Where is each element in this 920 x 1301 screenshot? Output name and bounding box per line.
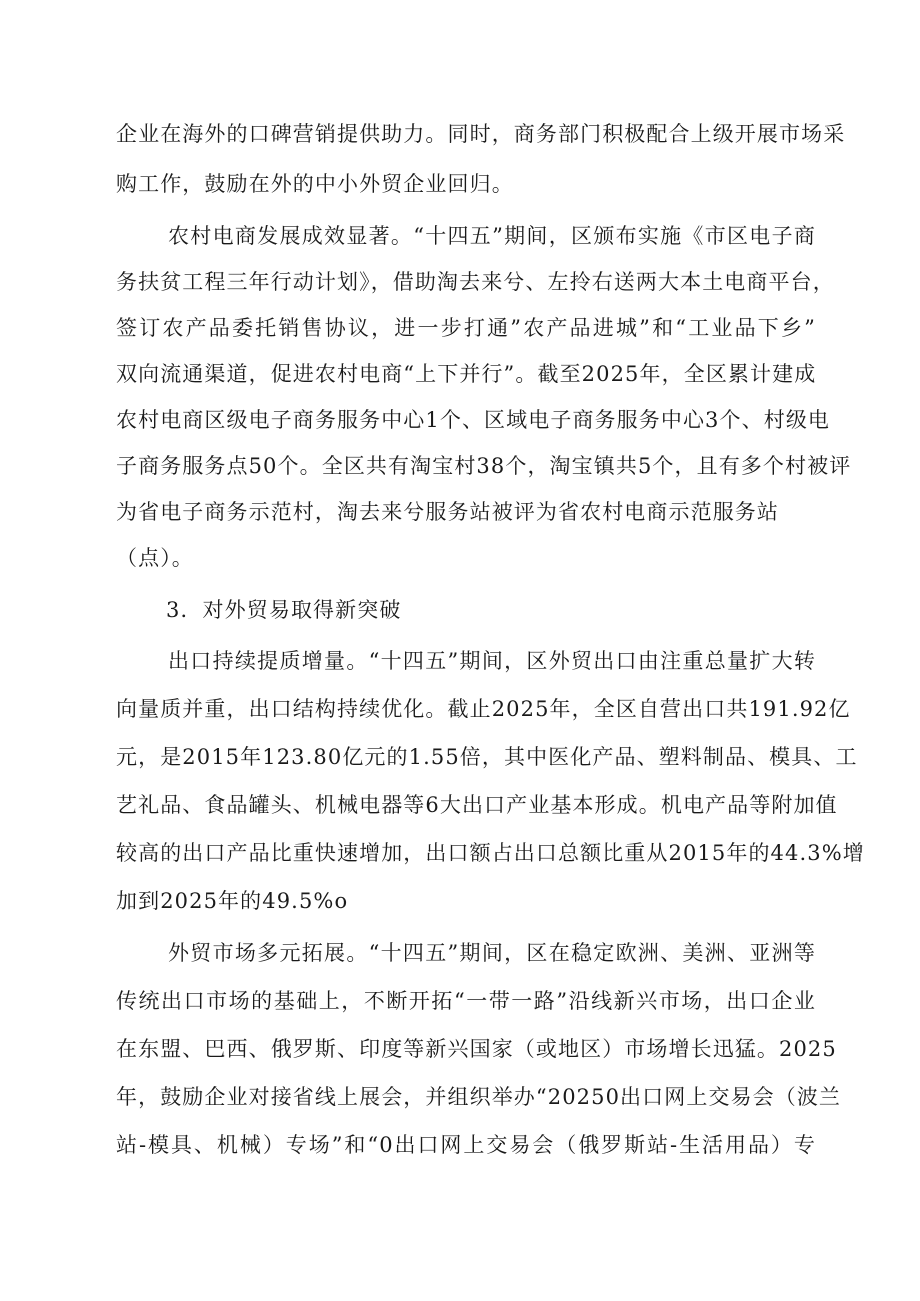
paragraph-4-line-2: 传统出口市场的基础上，不断开拓“一带一路”沿线新兴市场，出口企业 <box>116 989 816 1013</box>
paragraph-2-line-1: 农村电商发展成效显著。“十四五”期间，区颁布实施《市区电子商 <box>168 224 816 248</box>
paragraph-3-line-2: 向量质并重，出口结构持续优化。截止2025年，全区自营出口共191.92亿 <box>116 697 851 721</box>
paragraph-3-line-6: 加到2025年的49.5%o <box>116 889 349 913</box>
paragraph-1-line-2: 购工作，鼓励在外的中小外贸企业回归。 <box>116 172 514 196</box>
paragraph-3-line-1: 出口持续提质增量。“十四五”期间，区外贸出口由注重总量扩大转 <box>168 649 816 673</box>
paragraph-4-line-5: 站-模具、机械）专场”和“0出口网上交易会（俄罗斯站-生活用品）专 <box>116 1133 816 1157</box>
paragraph-2-line-8: （点）。 <box>116 546 194 570</box>
paragraph-3-line-5: 较高的出口产品比重快速增加，出口额占出口总额比重从2015年的44.3%增 <box>116 841 865 865</box>
paragraph-1-line-1: 企业在海外的口碑营销提供助力。同时，商务部门积极配合上级开展市场采 <box>116 122 846 146</box>
paragraph-2-line-2: 务扶贫工程三年行动计划》，借助淘去来兮、左拎右送两大本土电商平台， <box>116 270 835 294</box>
paragraph-4-line-3: 在东盟、巴西、俄罗斯、印度等新兴国家（或地区）市场增长迅猛。2025 <box>116 1037 837 1061</box>
paragraph-2-line-4: 双向流通渠道，促进农村电商“上下并行”。截至2025年，全区累计建成 <box>116 362 817 386</box>
paragraph-2-line-5: 农村电商区级电子商务服务中心1个、区域电子商务服务中心3个、村级电 <box>116 408 831 432</box>
paragraph-2-line-7: 为省电子商务示范村，淘去来兮服务站被评为省农村电商示范服务站 <box>116 500 779 524</box>
paragraph-4-line-1: 外贸市场多元拓展。“十四五”期间，区在稳定欧洲、美洲、亚洲等 <box>168 941 816 965</box>
paragraph-3-line-3: 元，是2015年123.80亿元的1.55倍，其中医化产品、塑料制品、模具、工 <box>116 745 858 769</box>
paragraph-3-line-4: 艺礼品、食品罐头、机械电器等6大出口产业基本形成。机电产品等附加值 <box>116 793 838 817</box>
paragraph-4-line-4: 年，鼓励企业对接省线上展会，并组织举办“20250出口网上交易会（波兰 <box>116 1085 842 1109</box>
paragraph-2-line-3: 签订农产品委托销售协议，进一步打通”农产品进城”和“工业品下乡” <box>116 316 816 340</box>
section-heading: 3．对外贸易取得新突破 <box>166 598 402 622</box>
paragraph-2-line-6: 子商务服务点50个。全区共有淘宝村38个，淘宝镇共5个，且有多个村被评 <box>116 454 852 478</box>
